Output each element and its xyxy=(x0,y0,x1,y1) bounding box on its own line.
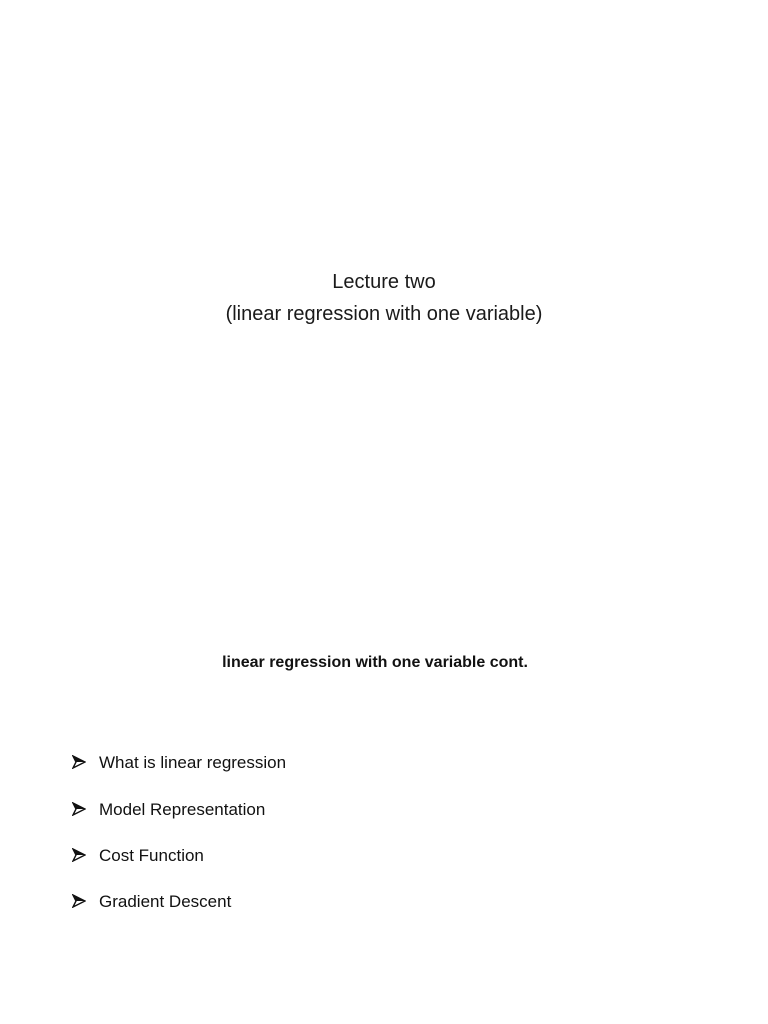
document-title xyxy=(0,266,768,330)
title-line-1: Lecture two xyxy=(332,271,436,293)
arrowhead-bullet-icon xyxy=(72,802,86,816)
list-item xyxy=(72,845,204,867)
section-heading: linear regression with one variable cont. xyxy=(222,654,528,671)
title-line-2: (linear regression with one variable) xyxy=(225,303,543,325)
list-item-label: Model Representation xyxy=(99,800,266,819)
arrowhead-bullet-icon xyxy=(72,755,86,769)
list-item-label: What is linear regression xyxy=(99,753,287,772)
list-item xyxy=(72,799,265,821)
arrowhead-bullet-icon xyxy=(72,848,86,862)
list-item-label: Gradient Descent xyxy=(99,892,232,911)
arrowhead-bullet-icon xyxy=(72,894,86,908)
list-item xyxy=(72,752,286,774)
list-item xyxy=(72,891,231,913)
list-item-label: Cost Function xyxy=(99,846,204,865)
